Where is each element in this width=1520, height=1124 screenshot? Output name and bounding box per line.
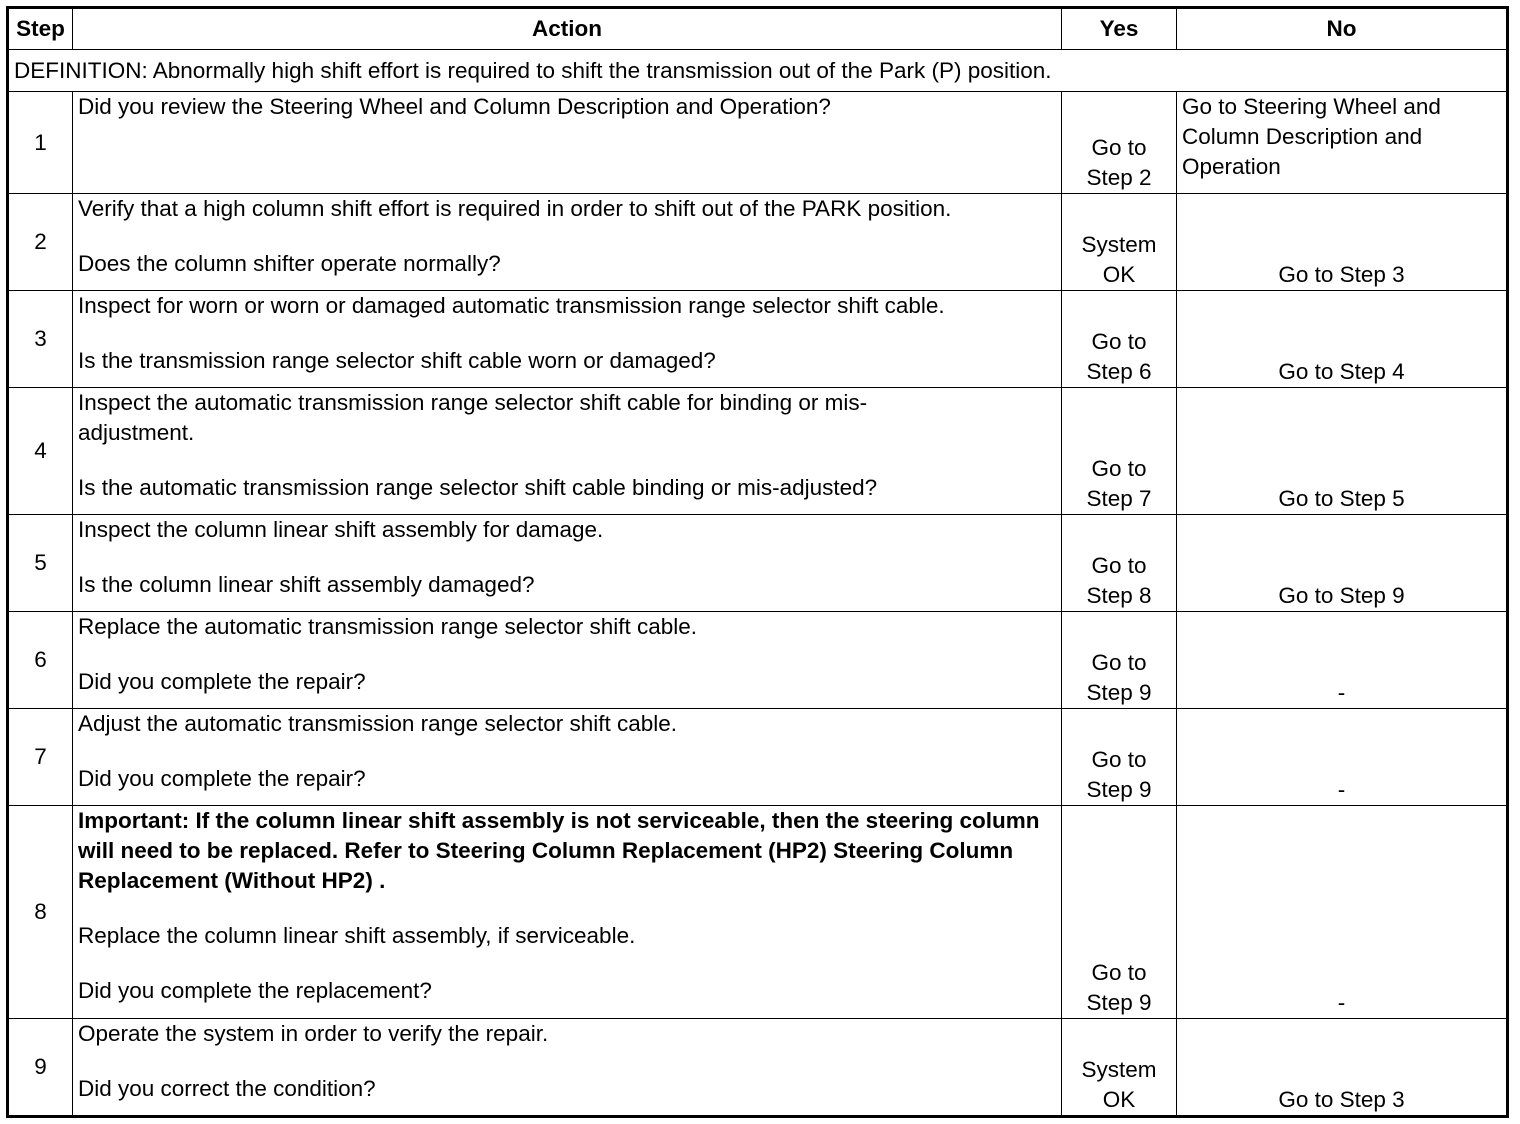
action-cell <box>73 515 1062 612</box>
table-row <box>8 1019 1508 1117</box>
yes-text: Go to <box>1091 960 1147 985</box>
step-number: 7 <box>8 709 73 806</box>
definition-text: DEFINITION: Abnormally high shift effort is required to shift the transmission out of the Park (P) position. <box>8 50 1508 92</box>
yes-text: Go to <box>1091 747 1147 772</box>
step-number: 1 <box>8 92 73 194</box>
header-yes: Yes <box>1062 8 1177 50</box>
action-text: Adjust the automatic transmission range selector shift cable. <box>78 711 678 736</box>
action-question: Is the transmission range selector shift cable worn or damaged? <box>78 348 716 373</box>
no-cell <box>1177 1019 1508 1117</box>
table-row <box>8 515 1508 612</box>
yes-cell <box>1062 806 1177 1019</box>
action-text: Inspect the column linear shift assembly for damage. <box>78 517 604 542</box>
table-row <box>8 612 1508 709</box>
no-text: Go to Step 3 <box>1278 1087 1405 1112</box>
header-action: Action <box>73 8 1062 50</box>
step-number: 3 <box>8 291 73 388</box>
action-cell <box>73 709 1062 806</box>
yes-text: System <box>1081 1057 1157 1082</box>
yes-cell <box>1062 388 1177 515</box>
yes-text: Step 6 <box>1086 359 1152 384</box>
action-cell <box>73 806 1062 1019</box>
action-question: Is the column linear shift assembly damaged? <box>78 572 535 597</box>
no-cell <box>1177 612 1508 709</box>
no-text: Go to Steering Wheel and <box>1182 94 1441 119</box>
yes-text: Step 8 <box>1086 583 1152 608</box>
step-number: 9 <box>8 1019 73 1117</box>
no-cell <box>1177 806 1508 1019</box>
yes-text: System <box>1081 232 1157 257</box>
yes-text: Go to <box>1091 456 1147 481</box>
important-note: Important: If the column linear shift assembly is not serviceable, then the steering column will need to be replaced. Refer to Steering Column Replacement (HP2) Steering Column Replacement (Without HP2) . <box>78 808 1040 893</box>
action-text: Replace the automatic transmission range selector shift cable. <box>78 614 698 639</box>
yes-text: Step 2 <box>1086 165 1152 190</box>
header-step: Step <box>8 8 73 50</box>
yes-cell <box>1062 612 1177 709</box>
action-text: Did you review the Steering Wheel and Column Description and Operation? <box>78 94 831 119</box>
step-number: 2 <box>8 194 73 291</box>
action-cell <box>73 1019 1062 1117</box>
action-cell <box>73 194 1062 291</box>
no-cell <box>1177 709 1508 806</box>
yes-text: OK <box>1102 262 1136 287</box>
diagnostic-table <box>6 6 1509 1118</box>
yes-cell <box>1062 515 1177 612</box>
action-text: Inspect for worn or worn or damaged automatic transmission range selector shift cable. <box>78 293 945 318</box>
action-cell <box>73 612 1062 709</box>
no-cell <box>1177 515 1508 612</box>
no-text: Column Description and <box>1182 124 1423 149</box>
action-question: Did you correct the condition? <box>78 1076 376 1101</box>
table-row <box>8 806 1508 1019</box>
yes-text: Step 9 <box>1086 777 1152 802</box>
no-text: Go to Step 5 <box>1278 486 1405 511</box>
yes-cell <box>1062 1019 1177 1117</box>
yes-text: Go to <box>1091 135 1147 160</box>
no-text: Go to Step 4 <box>1278 359 1405 384</box>
no-text: Go to Step 3 <box>1278 262 1405 287</box>
yes-text: Step 7 <box>1086 486 1152 511</box>
no-cell <box>1177 388 1508 515</box>
yes-text: Go to <box>1091 329 1147 354</box>
action-question: Does the column shifter operate normally? <box>78 251 501 276</box>
action-text: Replace the column linear shift assembly, if serviceable. <box>78 923 636 948</box>
step-number: 4 <box>8 388 73 515</box>
step-number: 8 <box>8 806 73 1019</box>
yes-text: Go to <box>1091 650 1147 675</box>
yes-text: Step 9 <box>1086 680 1152 705</box>
yes-cell <box>1062 194 1177 291</box>
action-cell <box>73 388 1062 515</box>
yes-cell <box>1062 709 1177 806</box>
table-row <box>8 92 1508 194</box>
action-cell <box>73 92 1062 194</box>
yes-text: Step 9 <box>1086 990 1152 1015</box>
no-text: Operation <box>1182 154 1281 179</box>
no-text: - <box>1337 990 1346 1015</box>
no-cell <box>1177 92 1508 194</box>
action-question: Is the automatic transmission range selector shift cable binding or mis-adjusted? <box>78 475 878 500</box>
action-text: Operate the system in order to verify the repair. <box>78 1021 549 1046</box>
action-question: Did you complete the repair? <box>78 669 366 694</box>
yes-text: OK <box>1102 1087 1136 1112</box>
table-row <box>8 194 1508 291</box>
no-text: - <box>1337 777 1346 802</box>
action-question: Did you complete the repair? <box>78 766 366 791</box>
action-text: Verify that a high column shift effort is required in order to shift out of the PARK position. <box>78 196 952 221</box>
yes-cell <box>1062 92 1177 194</box>
header-row <box>8 8 1508 50</box>
yes-cell <box>1062 291 1177 388</box>
action-cell <box>73 291 1062 388</box>
no-text: Go to Step 9 <box>1278 583 1405 608</box>
action-text: Inspect the automatic transmission range selector shift cable for binding or mis-adjustment. <box>78 390 868 445</box>
table-row <box>8 388 1508 515</box>
table-row <box>8 291 1508 388</box>
step-number: 5 <box>8 515 73 612</box>
action-question: Did you complete the replacement? <box>78 978 432 1003</box>
table-row <box>8 709 1508 806</box>
step-number: 6 <box>8 612 73 709</box>
no-cell <box>1177 194 1508 291</box>
header-no: No <box>1177 8 1508 50</box>
no-text: - <box>1337 680 1346 705</box>
no-cell <box>1177 291 1508 388</box>
definition-row <box>8 50 1508 92</box>
yes-text: Go to <box>1091 553 1147 578</box>
